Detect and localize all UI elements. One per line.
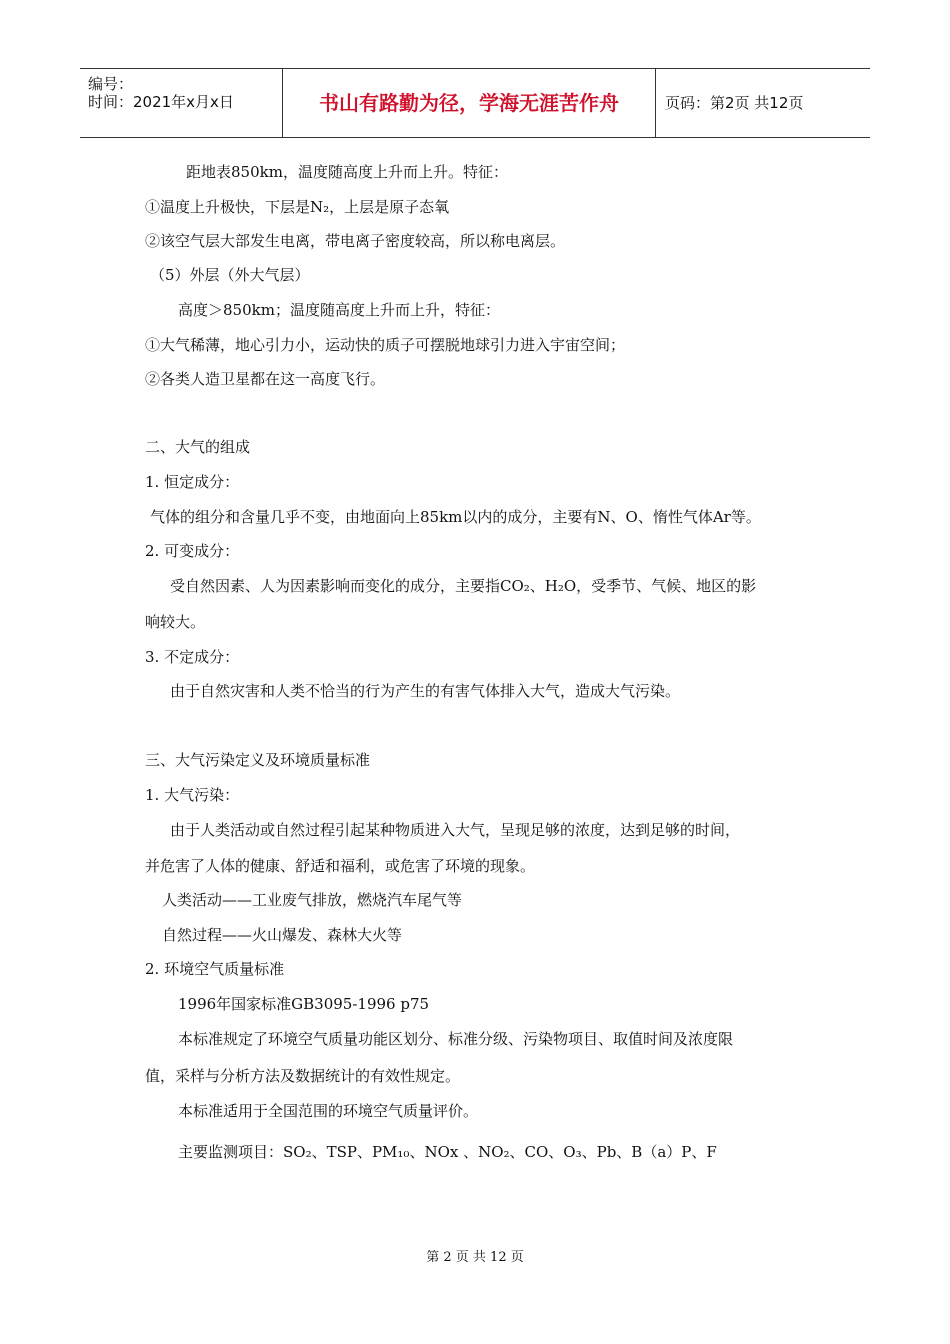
text-line: 由于人类活动或自然过程引起某种物质进入大气，呈现足够的浓度，达到足够的时间， (170, 821, 741, 839)
page-header (80, 68, 870, 138)
section-heading: 二、大气的组成 (145, 438, 251, 456)
subsection-heading: 2. 环境空气质量标准 (145, 960, 285, 978)
text-line: 高度＞850km；温度随高度上升而上升，特征： (178, 301, 500, 319)
text-line: 自然过程——火山爆发、森林大火等 (162, 926, 403, 944)
text-line: 1996年国家标准GB3095-1996 p75 (178, 995, 430, 1013)
text-line: 由于自然灾害和人类不恰当的行为产生的有害气体排入大气，造成大气污染。 (170, 682, 681, 700)
text-line: 气体的组分和含量几乎不变，由地面向上85km以内的成分，主要有N、O、惰性气体Ar等。 (150, 508, 761, 526)
page-footer: 第 2 页 共 12 页 (426, 1250, 524, 1265)
text-line: ②各类人造卫星都在这一高度飞行。 (145, 370, 386, 388)
text-line: ①温度上升极快，下层是N₂，上层是原子态氧 (145, 198, 450, 216)
section-heading: （5）外层（外大气层） (150, 266, 310, 284)
text-line: 本标准适用于全国范围的环境空气质量评价。 (178, 1102, 479, 1120)
text-line: ②该空气层大部发生电离，带电离子密度较高，所以称电离层。 (145, 232, 566, 250)
header-page: 页码：第2页 共12页 (665, 94, 804, 112)
text-line: 本标准规定了环境空气质量功能区划分、标准分级、污染物项目、取值时间及浓度限 (178, 1030, 734, 1048)
header-time: 时间：2021年x月x日 (88, 93, 234, 111)
subsection-heading: 1. 恒定成分： (145, 473, 240, 491)
text-line: 并危害了人体的健康、舒适和福利，或危害了环境的现象。 (145, 857, 536, 875)
text-line: 值，采样与分析方法及数据统计的有效性规定。 (145, 1067, 461, 1085)
header-motto: 书山有路勤为径，学海无涯苦作舟 (283, 69, 656, 137)
text-line: 人类活动——工业废气排放，燃烧汽车尾气等 (162, 891, 463, 909)
subsection-heading: 2. 可变成分： (145, 542, 240, 560)
text-line: 主要监测项目：SO₂、TSP、PM₁₀、NOx 、NO₂、CO、O₃、Pb、B（a）P、F (178, 1143, 717, 1161)
section-heading: 三、大气污染定义及环境质量标准 (145, 751, 371, 769)
text-line: 响较大。 (145, 613, 206, 631)
text-line: 受自然因素、人为因素影响而变化的成分，主要指CO₂、H₂O，受季节、气候、地区的影 (170, 577, 757, 595)
text-line: 距地表850km，温度随高度上升而上升。特征： (186, 163, 508, 181)
text-line: ①大气稀薄，地心引力小，运动快的质子可摆脱地球引力进入宇宙空间； (145, 336, 626, 354)
subsection-heading: 3. 不定成分： (145, 648, 240, 666)
header-number: 编号： (88, 75, 134, 93)
header-info-cell (80, 69, 283, 137)
subsection-heading: 1. 大气污染： (145, 786, 240, 804)
